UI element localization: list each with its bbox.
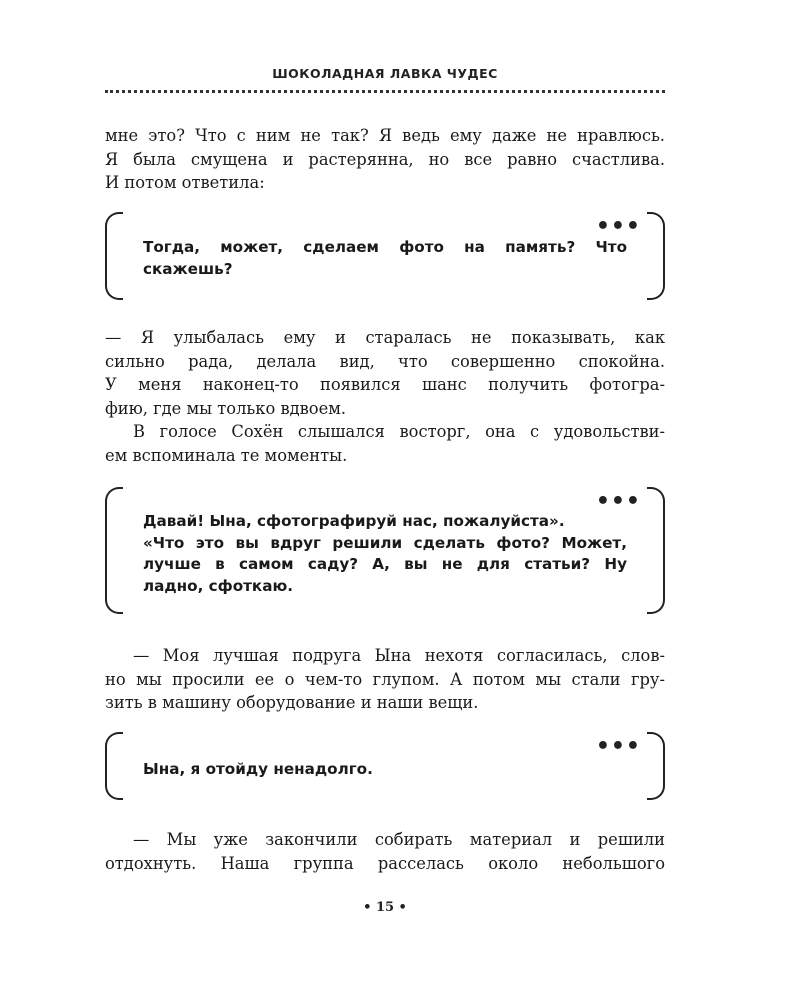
bubble-1-line: Тогда, может, сделаем фото на память? Что — [143, 238, 627, 256]
header-dotted-divider — [105, 90, 665, 93]
bubble-3-line: Ына, я отойду ненадолго. — [143, 760, 373, 778]
paragraph-4 — [105, 644, 665, 715]
paragraph-2 — [105, 326, 665, 420]
paragraph-4-line: — Моя лучшая подруга Ына нехотя согласилась, слов- — [133, 646, 665, 665]
ellipsis-icon: ••• — [595, 489, 641, 514]
message-bubble-1 — [105, 212, 665, 300]
bubble-right-bracket — [647, 212, 665, 300]
paragraph-5-line: отдохнуть. Наша группа расселась около небольшого — [105, 853, 665, 873]
bubble-2-text — [143, 511, 627, 597]
bubble-right-bracket — [647, 732, 665, 800]
ellipsis-icon: ••• — [595, 214, 641, 239]
paragraph-5 — [105, 828, 665, 875]
bubble-2-line: «Что это вы вдруг решили сделать фото? Может, — [143, 533, 627, 552]
paragraph-1-line: Я была смущена и растерянна, но все равно счастлива. — [105, 149, 665, 169]
bubble-left-bracket — [105, 212, 123, 300]
bubble-3-text — [143, 759, 627, 781]
message-bubble-2 — [105, 487, 665, 614]
paragraph-3-line: В голосе Сохён слышался восторг, она с удовольстви- — [133, 422, 665, 441]
paragraph-2-line: У меня наконец-то появился шанс получить фотогра- — [105, 375, 665, 394]
running-title: ШОКОЛАДНАЯ ЛАВКА ЧУДЕС — [272, 66, 498, 81]
paragraph-2-line: фию, где мы только вдвоем. — [105, 398, 347, 418]
paragraph-5-line: — Мы уже закончили собирать материал и решили — [133, 830, 665, 849]
paragraph-1-line: мне это? Что с ним не так? Я ведь ему даже не нравлюсь. — [105, 126, 665, 145]
bubble-1-text — [143, 237, 627, 280]
message-bubble-3 — [105, 732, 665, 800]
ellipsis-icon: ••• — [595, 734, 641, 759]
paragraph-4-line: зить в машину оборудование и наши вещи. — [105, 693, 479, 712]
paragraph-2-line: сильно рада, делала вид, что совершенно спокойна. — [105, 351, 665, 371]
bubble-left-bracket — [105, 732, 123, 800]
bubble-right-bracket — [647, 487, 665, 614]
paragraph-2-line: — Я улыбалась ему и старалась не показывать, как — [105, 328, 665, 347]
paragraph-4-line: но мы просили ее о чем-то глупом. А потом мы стали гру- — [105, 669, 665, 689]
bubble-1-line: скажешь? — [143, 259, 233, 278]
bubble-2-line: ладно, сфоткаю. — [143, 576, 294, 595]
bubble-2-line: лучше в самом саду? А, вы не для статьи? Ну — [143, 555, 627, 573]
bubble-2-line: Давай! Ына, сфотографируй нас, пожалуйста». — [143, 512, 565, 530]
bubble-left-bracket — [105, 487, 123, 614]
paragraph-3 — [105, 420, 665, 467]
paragraph-1 — [105, 124, 665, 195]
paragraph-1-line: И потом ответила: — [105, 173, 265, 192]
page-number: • 15 • — [363, 900, 407, 915]
paragraph-3-line: ем вспоминала те моменты. — [105, 445, 348, 465]
book-page — [105, 0, 665, 1000]
